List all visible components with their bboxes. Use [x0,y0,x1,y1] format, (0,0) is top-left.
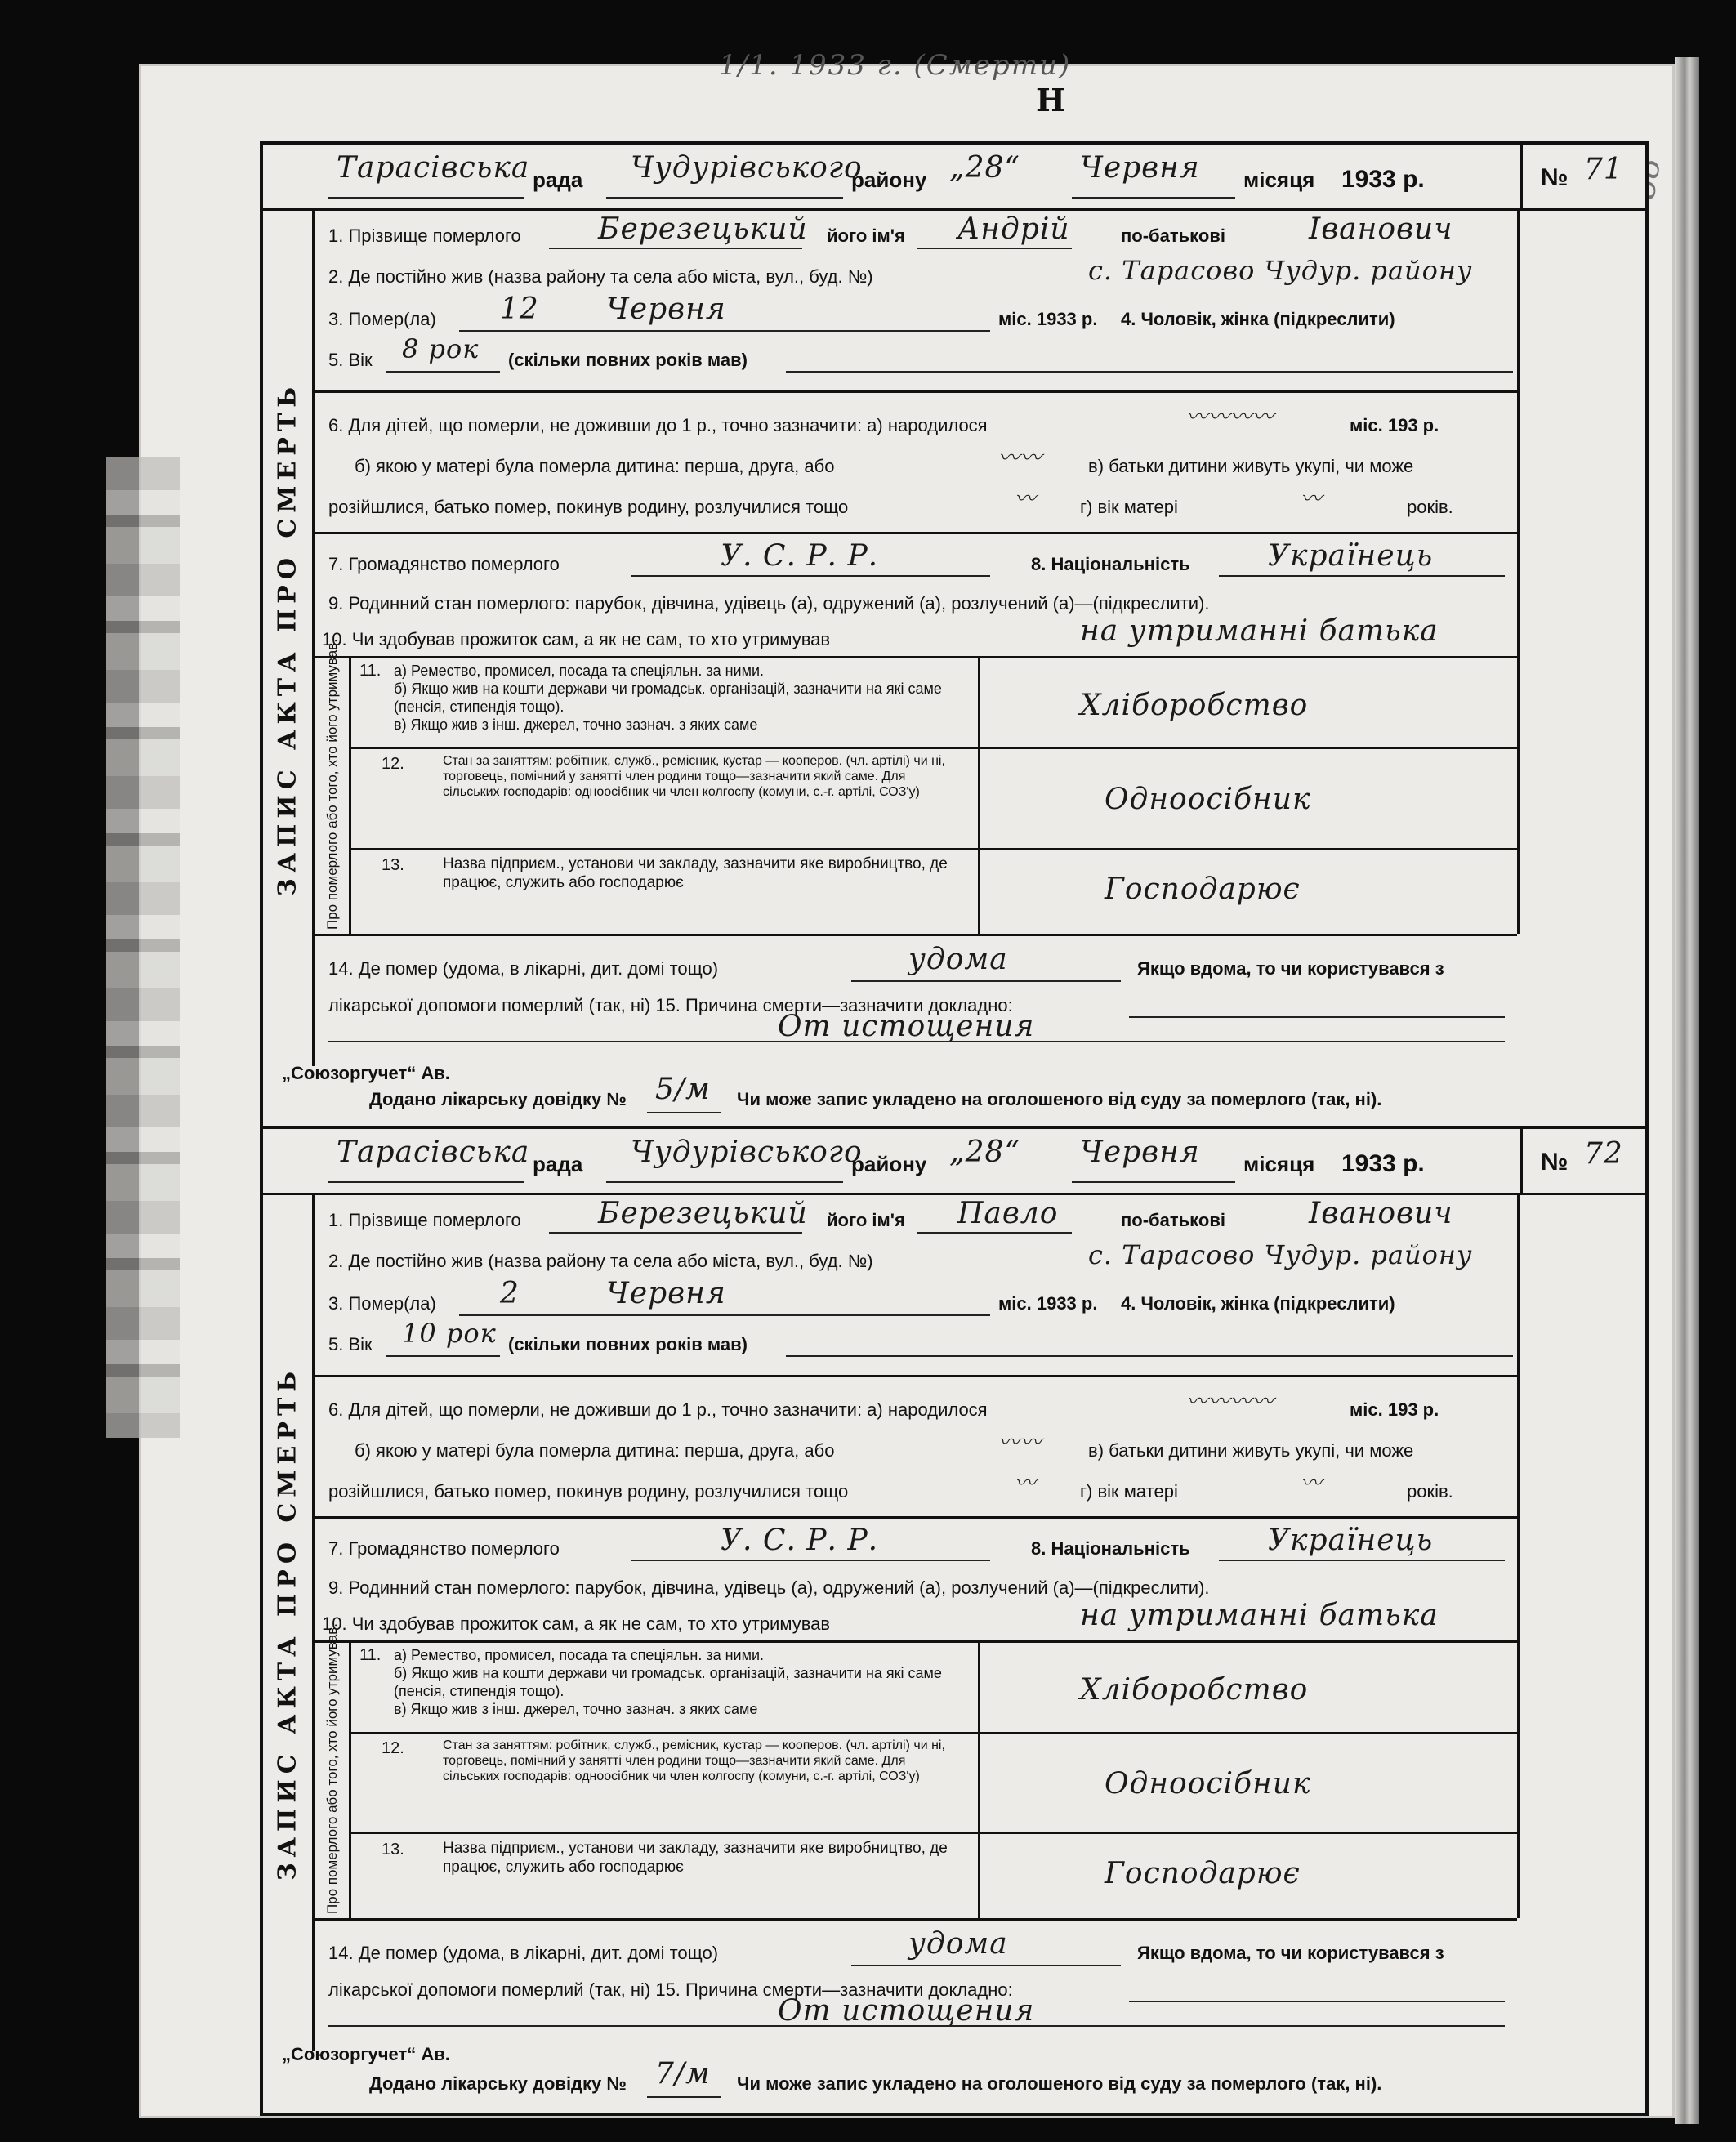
f1-patronymic-label: по-батькові [1121,225,1225,246]
section-divider [312,1375,1517,1377]
record-number-box [1520,145,1645,208]
f8-label: 8. Національність [1031,554,1190,574]
supported-value: на утриманні батька [1080,614,1439,648]
f7-label: 7. Громадянство померлого [328,554,560,574]
f6-dash: 〰〰〰〰 [1186,405,1275,430]
grid-line [978,656,980,934]
grid-line [349,1732,1517,1734]
f11-b: б) Якщо жив на кошти держави чи громадськ. організацій, зазначити на які саме (пенсія, стипендія тощо). [394,1665,942,1699]
month-value: Червня [1080,1136,1200,1169]
header-scrawl: 1/1. 1933 г. (Смерти) [719,49,1072,82]
underline [851,1965,1121,1966]
sidebar-title: ЗАПИС АКТА ПРО СМЕРТЬ [273,1365,302,1881]
f13-value: Господарює [1105,1857,1301,1890]
residence-value: с. Тарасово Чудур. району [1088,255,1473,286]
f16-tail: Чи може запис укладено на оголошеного від суду за померлого (так, ні). [737,2073,1382,2094]
cause-value: От истощения [778,1994,1035,2028]
footer-imprint: „Союзоргучет“ Ав. [282,1063,450,1083]
district-value: Чудурівського [631,151,863,185]
sidebar-title: ЗАПИС АКТА ПРО СМЕРТЬ [273,381,302,896]
f11-value: Хліборобство [1080,1673,1309,1707]
place-value: удома [908,1927,1008,1961]
column-line [1517,656,1520,934]
f16-label: Додано лікарську довідку № [369,2073,627,2094]
number-sign: № [1541,164,1569,191]
column-line [1517,1516,1520,1640]
underline [917,248,1072,249]
torn-binding-edge [106,457,180,1438]
death-day-value: 12 [500,292,539,326]
f14-line2: лікарської допомоги померлий (так, ні) 15. Причина смерти—зазначити докладно: [328,995,1013,1015]
section-divider [312,1918,1517,1921]
underline [647,2096,721,2098]
f6-line1: 6. Для дітей, що померли, не доживши до 1 р., точно зазначити: а) народилося [328,415,988,435]
vertical-note: Про померлого або того, хто його утримував. [324,639,340,930]
column-line [1517,1195,1520,1252]
page-edge-stack [1675,57,1699,2124]
f3-month-label: міс. 1933 р. [998,309,1098,329]
underline [851,980,1121,982]
f13-value: Господарює [1105,872,1301,906]
f3-month-label: міс. 1933 р. [998,1293,1098,1314]
f12-value: Одноосібник [1105,783,1311,816]
f14-label: 14. Де помер (удома, в лікарні, дит. домі тощо) [328,958,719,979]
f6-line2b: в) батьки дитини живуть укупі, чи може [1088,1440,1414,1461]
record-header [263,145,1645,211]
f6-line1-end: міс. 193 р. [1350,415,1439,435]
underline [549,1232,802,1234]
f6-dash: 〰 [1015,487,1038,511]
death-month-value: Червня [606,1277,726,1310]
f5-suffix: (скільки повних років мав) [508,1334,748,1354]
underline [459,1314,990,1316]
month-label: місяця [1243,167,1315,192]
column-line [1517,532,1520,656]
underline [786,371,1513,373]
f11-value: Хліборобство [1080,689,1309,722]
f5-label: 5. Вік [328,350,373,370]
patronymic-value: Іванович [1309,1197,1453,1230]
grid-line [349,848,1517,850]
f10-label: 10. Чи здобував прожиток сам, а як не сам, то хто утримував [322,1613,831,1634]
district-label: району [851,1152,927,1176]
f13-text: Назва підприєм., установи чи закладу, зазначити яке виробництво, де працює, служить або господарює [443,855,948,891]
f6-dash: 〰〰 [998,446,1043,471]
section-divider [312,934,1517,936]
age-value: 10 рок [402,1318,497,1349]
f1-label: 1. Прізвище померлого [328,225,521,246]
f6-line3b: г) вік матері [1080,1481,1178,1502]
f6-dash: 〰 [1015,1471,1038,1496]
f6-line3c: років. [1407,1481,1453,1502]
f6-line3a: розійшлися, батько помер, покинув родину, розлучилися тощо [328,1481,849,1502]
f3-label: 3. Помер(ла) [328,309,436,329]
supported-value: на утриманні батька [1080,1599,1439,1632]
underline [1129,1016,1505,1018]
f16-tail: Чи може запис укладено на оголошеного від суду за померлого (так, ні). [737,1089,1382,1109]
column-line [1517,1252,1520,1375]
grid-line [349,1640,351,1918]
f3-label: 3. Помер(ла) [328,1293,436,1314]
f12-num: 12. [382,755,404,773]
underline [631,1560,990,1561]
f6-line2b: в) батьки дитини живуть укупі, чи може [1088,456,1414,476]
record-body [263,211,1645,1066]
day-value: „28“ [949,1136,1020,1169]
district-value: Чудурівського [631,1136,863,1169]
f6-line1-end: міс. 193 р. [1350,1399,1439,1420]
council-label: рада [533,1152,583,1176]
f6-line2a: б) якою у матері була померла дитина: перша, друга, або [355,1440,835,1461]
f6-dash: 〰〰〰〰 [1186,1390,1275,1414]
number-sign: № [1541,1149,1569,1176]
citizenship-value: У. С. Р. Р. [721,1524,879,1557]
f6-dash: 〰 [1301,487,1323,511]
column-line [1517,211,1520,268]
f9-label: 9. Родинний стан померлого: парубок, дівчина, удівець (а), одружений (а), розлучений (а)—(підкреслити). [328,593,1210,614]
f4-label: 4. Чоловік, жінка (підкреслити) [1121,309,1395,329]
record-footer-row [263,1066,1645,1128]
f14-home: Якщо вдома, то чи користувався з [1137,1943,1444,1963]
district-label: району [851,167,927,192]
grid-line [349,656,351,934]
f6-line3b: г) вік матері [1080,497,1178,517]
record-header [263,1129,1645,1195]
f11-c: в) Якщо жив з інш. джерел, точно зазнач. з яких саме [394,1701,758,1717]
nationality-value: Українець [1268,539,1434,573]
year-label: 1933 р. [1341,1150,1425,1177]
footer-imprint: „Союзоргучет“ Ав. [282,2044,450,2064]
f1-name-label: його ім'я [827,1210,905,1230]
surname-value: Березецький [598,1197,808,1230]
f12-text: Стан за заняттям: робітник, служб., ремісник, кустар — кооперов. (чл. артілі) чи ні, торговець, помічний у занятті член родини тощо—зазначити який саме. Для сільських господарів: одноосібник чи член колгоспу (комуни, с.-г. артілі, СОЗ'у) [443,754,945,799]
death-month-value: Червня [606,292,726,326]
f6-line2a: б) якою у матері була померла дитина: перша, друга, або [355,456,835,476]
f1-name-label: його ім'я [827,225,905,246]
f11-a: а) Ремество, промисел, посада та спеціяльн. за ними. [394,663,765,679]
column-line [1517,1640,1520,1918]
f11-a: а) Ремество, промисел, посада та спеціяльн. за ними. [394,1647,765,1663]
f16-label: Додано лікарську довідку № [369,1089,627,1109]
cert-value: 7/м [655,2057,711,2091]
underline [328,197,524,199]
f2-label: 2. Де постійно жив (назва району та села або міста, вул., буд. №) [328,266,873,287]
underline [549,248,802,249]
f13-num: 13. [382,1841,404,1859]
underline [328,1041,1505,1042]
day-value: „28“ [949,151,1020,185]
given-name-value: Павло [957,1197,1059,1230]
f12-num: 12. [382,1739,404,1757]
f1-label: 1. Прізвище померлого [328,1210,521,1230]
nationality-value: Українець [1268,1524,1434,1557]
column-line [1517,390,1520,532]
section-divider [312,1516,1517,1519]
council-value: Тарасівська [337,151,530,185]
f1-patronymic-label: по-батькові [1121,1210,1225,1230]
given-name-value: Андрій [957,212,1070,246]
f11-text [394,662,966,734]
grid-line [349,1832,1517,1834]
underline [786,1355,1513,1357]
underline [606,197,843,199]
patronymic-value: Іванович [1309,212,1453,246]
underline [328,1181,524,1183]
f13-num: 13. [382,856,404,874]
cause-value: От истощения [778,1010,1035,1043]
f14-home: Якщо вдома, то чи користувався з [1137,958,1444,979]
section-divider [312,656,1517,658]
month-label: місяця [1243,1152,1315,1176]
death-record-1 [260,141,1649,1131]
record-footer-row [263,2051,1645,2113]
underline [459,330,990,332]
f9-label: 9. Родинний стан померлого: парубок, дівчина, удівець (а), одружений (а), розлучений (а)—(підкреслити). [328,1577,1210,1598]
f14-label: 14. Де помер (удома, в лікарні, дит. домі тощо) [328,1943,719,1963]
month-value: Червня [1080,151,1200,185]
f12-text: Стан за заняттям: робітник, служб., ремісник, кустар — кооперов. (чл. артілі) чи ні, торговець, помічний у занятті член родини тощо—зазначити який саме. Для сільських господарів: одноосібник чи член колгоспу (комуни, с.-г. артілі, СОЗ'у) [443,1738,945,1783]
underline [1072,197,1235,199]
f6-line3a: розійшлися, батько помер, покинув родину, розлучилися тощо [328,497,849,517]
column-line [1517,1375,1520,1516]
place-value: удома [908,943,1008,976]
f6-line3c: років. [1407,497,1453,517]
section-divider [312,1640,1517,1643]
grid-line [978,1640,980,1918]
grid-line [349,747,1517,749]
record-number-box [1520,1129,1645,1193]
f13-text: Назва підприєм., установи чи закладу, зазначити яке виробництво, де працює, служить або господарює [443,1840,948,1876]
record-sidebar [263,211,315,1066]
f10-label: 10. Чи здобував прожиток сам, а як не сам, то хто утримував [322,629,831,649]
sheet-letter: Н [1036,82,1065,118]
section-divider [312,390,1517,393]
f5-suffix: (скільки повних років мав) [508,350,748,370]
f14-line2: лікарської допомоги померлий (так, ні) 15. Причина смерти—зазначити докладно: [328,1979,1013,2000]
citizenship-value: У. С. Р. Р. [721,539,879,573]
f2-label: 2. Де постійно жив (назва району та села або міста, вул., буд. №) [328,1251,873,1271]
underline [386,1355,500,1357]
vertical-note: Про померлого або того, хто його утримував. [324,1623,340,1914]
section-divider [312,532,1517,534]
underline [1219,1560,1505,1561]
f4-label: 4. Чоловік, жінка (підкреслити) [1121,1293,1395,1314]
council-label: рада [533,167,583,192]
underline [631,575,990,577]
f11-c: в) Якщо жив з інш. джерел, точно зазнач. з яких саме [394,716,758,733]
record-sidebar [263,1195,315,2051]
f6-dash: 〰〰 [998,1430,1043,1455]
age-value: 8 рок [402,333,480,364]
death-record-2 [260,1126,1649,2116]
underline [1072,1181,1235,1183]
f11-b: б) Якщо жив на кошти держави чи громадськ. організацій, зазначити на які саме (пенсія, стипендія тощо). [394,681,942,715]
record-body [263,1195,1645,2051]
column-line [1517,268,1520,390]
death-day-value: 2 [500,1277,520,1310]
f6-dash: 〰 [1301,1471,1323,1496]
cert-value: 5/м [655,1073,711,1106]
record-number: 72 [1584,1137,1623,1171]
year-label: 1933 р. [1341,166,1425,193]
f11-num: 11. [359,1646,382,1664]
f5-label: 5. Вік [328,1334,373,1354]
underline [386,371,500,373]
underline [606,1181,843,1183]
underline [1129,2001,1505,2002]
council-value: Тарасівська [337,1136,530,1169]
surname-value: Березецький [598,212,808,246]
f11-num: 11. [359,662,382,680]
underline [917,1232,1072,1234]
f6-line1: 6. Для дітей, що померли, не доживши до 1 р., точно зазначити: а) народилося [328,1399,988,1420]
f7-label: 7. Громадянство померлого [328,1538,560,1559]
underline [328,2025,1505,2027]
underline [1219,575,1505,577]
underline [647,1112,721,1113]
f12-value: Одноосібник [1105,1767,1311,1801]
f11-text [394,1646,966,1718]
residence-value: с. Тарасово Чудур. району [1088,1239,1473,1270]
record-number: 71 [1584,153,1623,186]
f8-label: 8. Національність [1031,1538,1190,1559]
